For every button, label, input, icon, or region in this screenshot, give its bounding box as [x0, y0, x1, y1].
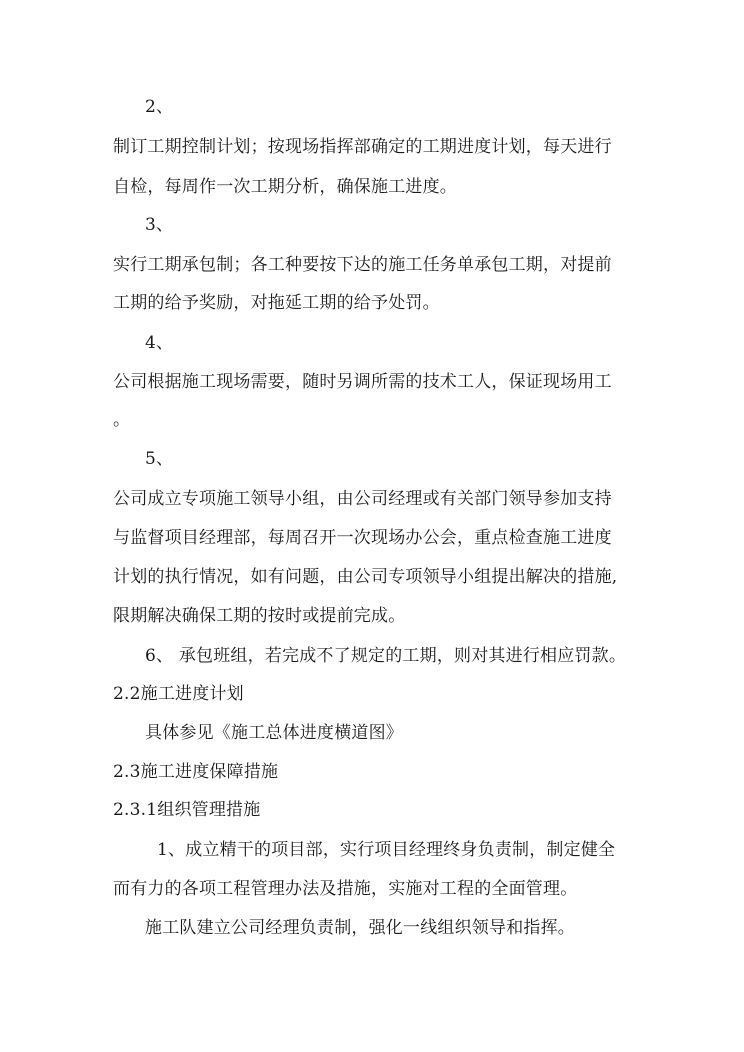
- paragraph-line: 实行工期承包制；各工种要按下达的施工任务单承包工期，对提前: [113, 255, 612, 275]
- item-number-4: 4、: [145, 333, 174, 353]
- paragraph-line: 公司根据施工现场需要，随时另调所需的技术工人，保证现场用工: [113, 372, 612, 392]
- item-6-line: 6、 承包班组，若完成不了规定的工期，则对其进行相应罚款。: [145, 646, 627, 666]
- paragraph-line: 而有力的各项工程管理办法及措施，实施对工程的全面管理。: [113, 879, 578, 899]
- paragraph-line: 公司成立专项施工领导小组，由公司经理或有关部门领导参加支持: [113, 489, 612, 509]
- paragraph-line: 计划的执行情况，如有问题，由公司专项领导小组提出解决的措施,: [113, 567, 618, 587]
- item-number-3: 3、: [145, 215, 174, 235]
- item-number-2: 2、: [145, 97, 174, 117]
- paragraph-line: 施工队建立公司经理负责制，强化一线组织领导和指挥。: [145, 918, 575, 938]
- paragraph-line: 与监督项目经理部，每周召开一次现场办公会，重点检查施工进度: [113, 528, 612, 548]
- paragraph-line: 限期解决确保工期的按时或提前完成。: [113, 606, 406, 626]
- paragraph-line: 。: [113, 410, 131, 430]
- section-heading-2-2: 2.2施工进度计划: [113, 684, 244, 704]
- paragraph-line: 自检，每周作一次工期分析，确保施工进度。: [113, 177, 457, 197]
- section-heading-2-3-1: 2.3.1组织管理措施: [113, 800, 261, 820]
- paragraph-line: 制订工期控制计划；按现场指挥部确定的工期进度计划，每天进行: [113, 137, 612, 157]
- section-heading-2-3: 2.3施工进度保障措施: [113, 762, 279, 782]
- paragraph-line: 具体参见《施工总体进度横道图》: [145, 723, 403, 743]
- paragraph-line: 1、成立精干的项目部，实行项目经理终身负责制，制定健全: [157, 840, 616, 860]
- item-number-5: 5、: [145, 449, 174, 469]
- paragraph-line: 工期的给予奖励，对拖延工期的给予处罚。: [113, 293, 440, 313]
